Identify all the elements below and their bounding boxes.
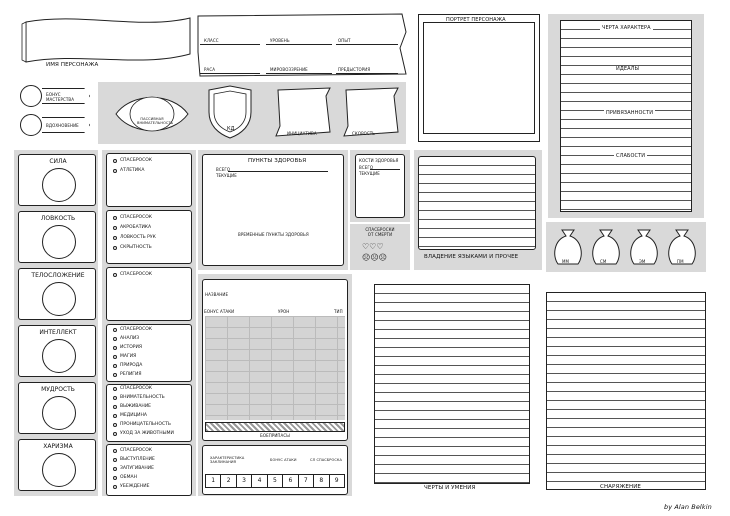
alignment-label: МИРОВОЗЗРЕНИЕ	[270, 67, 308, 72]
coin-label: ЭМ	[639, 259, 646, 264]
equipment-panel[interactable]	[546, 292, 706, 490]
attack-damage-header: УРОН	[278, 309, 290, 314]
proficiency-bonus-circle[interactable]	[20, 85, 42, 107]
spell-ability-label: ХАРАКТЕРИСТИКА ЗАКЛИНАНИЯ	[210, 456, 245, 464]
spell-slot-level[interactable]: 5	[268, 475, 283, 487]
skill-row[interactable]: ЗАПУГИВАНИЕ	[113, 466, 154, 471]
traits-panel[interactable]	[560, 20, 692, 212]
spell-slot-level[interactable]: 4	[252, 475, 267, 487]
ac-label: КД	[227, 126, 235, 132]
xp-label: ОПЫТ	[338, 38, 351, 43]
ammo-tracker[interactable]	[205, 422, 345, 432]
ability-con[interactable]	[18, 268, 96, 320]
features-panel[interactable]	[374, 284, 530, 484]
skills-str[interactable]	[106, 153, 192, 207]
coin-label: ПМ	[677, 259, 684, 264]
background-label: ПРЕДЫСТОРИЯ	[338, 67, 371, 72]
ammo-label: БОЕПРИПАСЫ	[260, 433, 290, 438]
proficiency-label: БОНУС МАСТЕРСТВА	[46, 92, 75, 102]
char-name-label: ИМЯ ПЕРСОНАЖА	[46, 62, 99, 68]
languages-label: ВЛАДЕНИЕ ЯЗЫКАМИ И ПРОЧЕЕ	[424, 254, 519, 260]
hp-current-label: ТЕКУЩИЕ	[216, 173, 237, 178]
level-label: УРОВЕНЬ	[270, 38, 290, 43]
death-save-successes[interactable]: ♡♡♡	[362, 242, 384, 251]
inspiration-label: ВДОХНОВЕНИЕ	[46, 123, 79, 128]
class-label: КЛАСС	[204, 38, 219, 43]
portrait-label: ПОРТРЕТ ПЕРСОНАЖА	[446, 17, 506, 23]
features-label: ЧЕРТЫ И УМЕНИЯ	[424, 485, 476, 491]
ability-name: ИНТЕЛЛЕКТ	[39, 329, 77, 336]
hit-dice-title: КОСТИ ЗДОРОВЬЯ	[359, 158, 399, 163]
bonds-label: ПРИВЯЗАННОСТИ	[606, 110, 654, 116]
hp-temp-label: ВРЕМЕННЫЕ ПУНКТЫ ЗДОРОВЬЯ	[238, 232, 309, 237]
coin-label: ММ	[562, 259, 570, 264]
skills-con[interactable]	[106, 267, 192, 321]
skill-row[interactable]: ПРОНИЦАТЕЛЬНОСТЬ	[113, 422, 171, 427]
passive-label: ПАССИВНАЯ ВНИМАТЕЛЬНОСТЬ	[137, 117, 174, 125]
attack-bonus-header: БОНУС АТАКИ	[204, 309, 235, 314]
ability-name: СИЛА	[49, 158, 67, 165]
ability-name: МУДРОСТЬ	[41, 386, 75, 393]
hp-total-label: ВСЕГО	[216, 167, 231, 172]
personality-label: ЧЕРТА ХАРАКТЕРА	[602, 25, 651, 31]
ability-int[interactable]	[18, 325, 96, 377]
languages-panel[interactable]	[418, 156, 536, 250]
attack-type-header: ТИП	[334, 309, 343, 314]
skills-int[interactable]	[106, 324, 192, 382]
spell-slot-level[interactable]: 1	[206, 475, 221, 487]
spell-attack-label: БОНУС АТАКИ	[270, 458, 297, 462]
skill-row[interactable]: СПАСБРОСОК	[113, 327, 152, 332]
skill-row[interactable]: СПАСБРОСОК	[113, 448, 152, 453]
skill-row[interactable]: МАГИЯ	[113, 354, 136, 359]
skill-row[interactable]: СПАСБРОСОК	[113, 158, 152, 163]
skill-row[interactable]: ОБМАН	[113, 475, 137, 480]
skill-row[interactable]: МЕДИЦИНА	[113, 413, 147, 418]
attack-name-header: НАЗВАНИЕ	[205, 292, 229, 297]
skill-row[interactable]: СПАСБРОСОК	[113, 215, 152, 220]
equipment-label: СНАРЯЖЕНИЕ	[600, 484, 642, 490]
skill-row[interactable]: ЛОВКОСТЬ РУК	[113, 235, 156, 240]
skill-row[interactable]: ИСТОРИЯ	[113, 345, 142, 350]
spell-slot-level[interactable]: 8	[314, 475, 329, 487]
ability-name: ХАРИЗМА	[43, 443, 73, 450]
skill-row[interactable]: УХОД ЗА ЖИВОТНЫМИ	[113, 431, 174, 436]
attacks-table[interactable]	[205, 316, 345, 420]
skill-row[interactable]: АТЛЕТИКА	[113, 168, 144, 173]
ideals-label: ИДЕАЛЫ	[616, 66, 639, 72]
skill-row[interactable]: АНАЛИЗ	[113, 336, 139, 341]
speed-label: СКОРОСТЬ	[352, 131, 376, 136]
spell-slots-row[interactable]	[205, 474, 345, 488]
skill-row[interactable]: СПАСБРОСОК	[113, 272, 152, 277]
spell-slot-level[interactable]: 6	[283, 475, 298, 487]
skills-cha[interactable]	[106, 444, 192, 496]
spell-slot-level[interactable]: 3	[237, 475, 252, 487]
spell-slot-level[interactable]: 9	[334, 477, 339, 484]
skill-row[interactable]: ВНИМАТЕЛЬНОСТЬ	[113, 395, 165, 400]
skill-row[interactable]: РЕЛИГИЯ	[113, 372, 142, 377]
spell-dc-label: СЛ СПАСБРОСКА	[310, 458, 342, 462]
skill-row[interactable]: ВЫСТУПЛЕНИЕ	[113, 457, 155, 462]
skill-row[interactable]: СКРЫТНОСТЬ	[113, 245, 152, 250]
spell-slot-level[interactable]: 2	[221, 475, 236, 487]
race-label: РАСА	[204, 67, 216, 72]
hit-dice-total: ВСЕГО	[359, 165, 374, 170]
skills-wis[interactable]	[106, 384, 192, 442]
skill-row[interactable]: ВЫЖИВАНИЕ	[113, 404, 151, 409]
author-credit: by Alan Belkin	[664, 503, 712, 511]
ability-name: ТЕЛОСЛОЖЕНИЕ	[31, 272, 85, 279]
hit-dice-panel[interactable]	[355, 154, 405, 218]
skills-dex[interactable]	[106, 210, 192, 264]
inspiration-circle[interactable]	[20, 114, 42, 136]
initiative-label: ИНИЦИАТИВА	[287, 131, 317, 136]
hp-title: ПУНКТЫ ЗДОРОВЬЯ	[248, 158, 307, 164]
ability-wis[interactable]	[18, 382, 96, 434]
ability-str[interactable]	[18, 154, 96, 206]
ability-name: ЛОВКОСТЬ	[40, 215, 76, 222]
death-save-failures[interactable]: ☹☹☹	[362, 253, 388, 262]
ability-dex[interactable]	[18, 211, 96, 263]
hit-dice-current: ТЕКУЩИЕ	[359, 171, 380, 176]
ability-cha[interactable]	[18, 439, 96, 491]
passive-perception-eye[interactable]	[112, 84, 192, 144]
spell-slot-level[interactable]: 7	[299, 475, 314, 487]
coin-label: СМ	[600, 259, 607, 264]
skill-row[interactable]: ПРИРОДА	[113, 363, 142, 368]
skill-row[interactable]: АКРОБАТИКА	[113, 225, 151, 230]
flaws-label: СЛАБОСТИ	[616, 153, 646, 159]
death-saves-title: СПАСБРОСКИ ОТ СМЕРТИ	[365, 227, 395, 237]
skill-row[interactable]: УБЕЖДЕНИЕ	[113, 484, 149, 489]
skill-row[interactable]: СПАСБРОСОК	[113, 386, 152, 391]
